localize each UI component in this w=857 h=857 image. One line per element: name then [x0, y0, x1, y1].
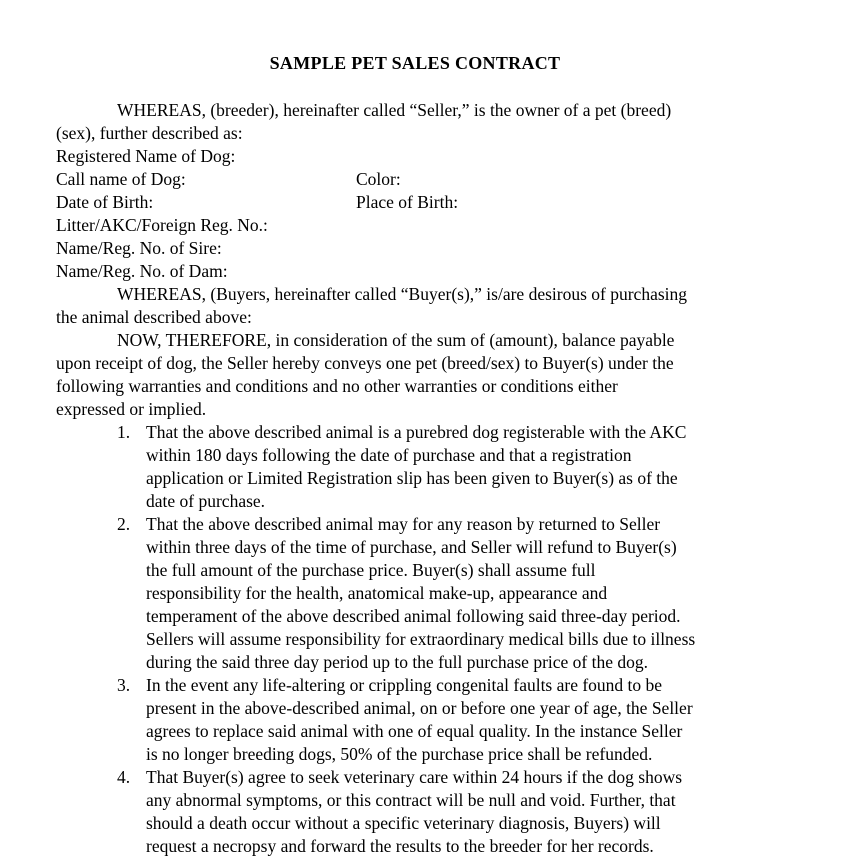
field-litter-reg: Litter/AKC/Foreign Reg. No.:	[56, 215, 268, 235]
list-item-line: any abnormal symptoms, or this contract will be null and void. Further, that	[146, 790, 676, 810]
list-item-line: That Buyer(s) agree to seek veterinary care within 24 hours if the dog shows	[146, 767, 683, 787]
list-item-line: In the event any life-altering or crippling congenital faults are found to be	[146, 675, 663, 695]
list-item-line: during the said three day period up to the full purchase price of the dog.	[146, 652, 648, 672]
field-call-name: Call name of Dog:	[56, 169, 186, 189]
paragraph-now-therefore-line-4: expressed or implied.	[56, 399, 207, 419]
list-item-line: the full amount of the purchase price. Buyer(s) shall assume full	[146, 560, 596, 580]
paragraph-now-therefore-line-3: following warranties and conditions and no other warranties or conditions either	[56, 376, 618, 396]
list-item-number: 2.	[117, 514, 131, 534]
list-item-line: That the above described animal is a purebred dog registerable with the AKC	[146, 422, 687, 442]
list-item-line: is no longer breeding dogs, 50% of the purchase price shall be refunded.	[146, 744, 653, 764]
field-color: Color:	[356, 169, 401, 189]
paragraph-now-therefore-line-2: upon receipt of dog, the Seller hereby conveys one pet (breed/sex) to Buyer(s) under the	[56, 353, 674, 373]
list-item-line: should a death occur without a specific veterinary diagnosis, Buyers) will	[146, 813, 661, 833]
list-item-line: Sellers will assume responsibility for extraordinary medical bills due to illness	[146, 629, 696, 649]
list-item-line: application or Limited Registration slip has been given to Buyer(s) as of the	[146, 468, 678, 488]
list-item-number: 4.	[117, 767, 131, 787]
list-item-line: date of purchase.	[146, 491, 266, 511]
document-title: SAMPLE PET SALES CONTRACT	[269, 53, 561, 73]
paragraph-whereas-seller-line-1: WHEREAS, (breeder), hereinafter called “Seller,” is the owner of a pet (breed)	[117, 100, 672, 120]
list-item-line: request a necropsy and forward the results to the breeder for her records.	[146, 836, 654, 856]
list-item-line: agrees to replace said animal with one of equal quality. In the instance Seller	[146, 721, 683, 741]
list-item-line: responsibility for the health, anatomical make-up, appearance and	[146, 583, 608, 603]
paragraph-now-therefore-line-1: NOW, THEREFORE, in consideration of the sum of (amount), balance payable	[117, 330, 675, 350]
field-registered-name: Registered Name of Dog:	[56, 146, 236, 166]
list-item-line: temperament of the above described animal following said three-day period.	[146, 606, 681, 626]
field-sire: Name/Reg. No. of Sire:	[56, 238, 222, 258]
list-item-line: within 180 days following the date of purchase and that a registration	[146, 445, 632, 465]
list-item-number: 1.	[117, 422, 131, 442]
list-item-line: present in the above-described animal, on or before one year of age, the Seller	[146, 698, 693, 718]
paragraph-whereas-buyers-line-1: WHEREAS, (Buyers, hereinafter called “Buyer(s),” is/are desirous of purchasing	[117, 284, 688, 304]
paragraph-whereas-seller-line-2: (sex), further described as:	[56, 123, 243, 143]
field-date-of-birth: Date of Birth:	[56, 192, 154, 212]
list-item-line: within three days of the time of purchase, and Seller will refund to Buyer(s)	[146, 537, 677, 557]
list-item-number: 3.	[117, 675, 131, 695]
paragraph-whereas-buyers-line-2: the animal described above:	[56, 307, 252, 327]
list-item-line: That the above described animal may for any reason by returned to Seller	[146, 514, 661, 534]
field-place-of-birth: Place of Birth:	[356, 192, 459, 212]
field-dam: Name/Reg. No. of Dam:	[56, 261, 228, 281]
